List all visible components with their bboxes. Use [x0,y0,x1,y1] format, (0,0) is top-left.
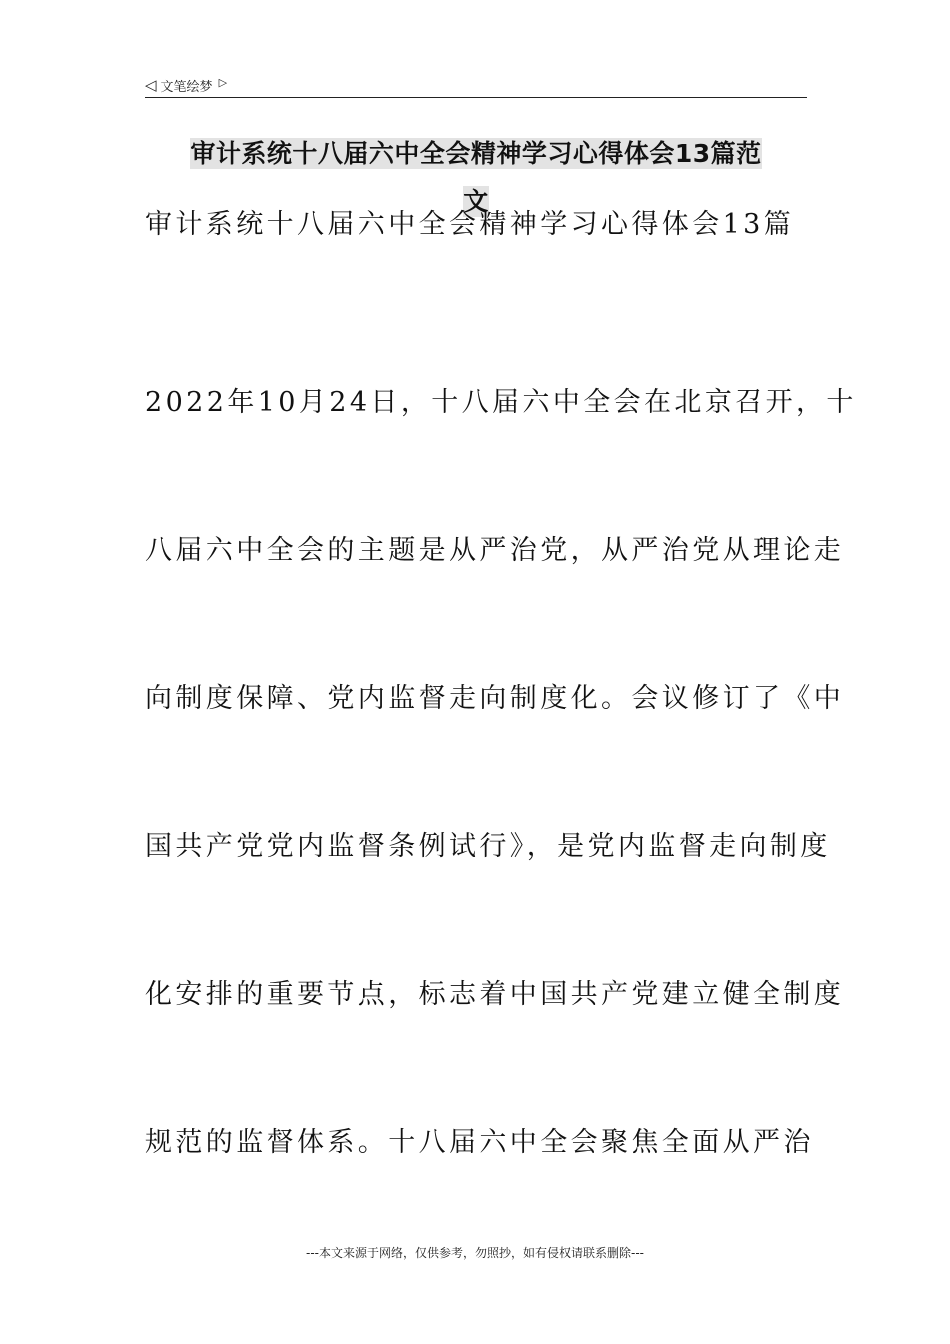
left-triangle-icon: ◁ [145,75,157,94]
title-line-2: 文 [463,187,489,216]
right-triangle-icon: ▷ [218,75,228,89]
title-line-1: 审计系统十八届六中全会精神学习心得体会13篇范 [190,139,762,168]
footer-disclaimer: ---本文来源于网络，仅供参考，勿照抄，如有侵权请联系删除--- [306,1246,644,1260]
document-header [145,74,227,96]
header-divider [145,97,807,98]
header-label: 文笔绘梦 [160,79,213,95]
body-line-5: 国共产党党内监督条例试行》，是党内监督走向制度 [145,831,831,862]
body-line-2: 2022年10月24日，十八届六中全会在北京召开，十 [145,387,857,418]
body-line-1: 审计系统十八届六中全会精神学习心得体会13篇 [145,209,795,240]
body-line-4: 向制度保障、党内监督走向制度化。会议修订了《中 [145,683,845,714]
body-line-7: 规范的监督体系。十八届六中全会聚焦全面从严治 [145,1127,814,1158]
body-line-6: 化安排的重要节点，标志着中国共产党建立健全制度 [145,979,845,1010]
body-line-3: 八届六中全会的主题是从严治党，从严治党从理论走 [145,535,845,566]
